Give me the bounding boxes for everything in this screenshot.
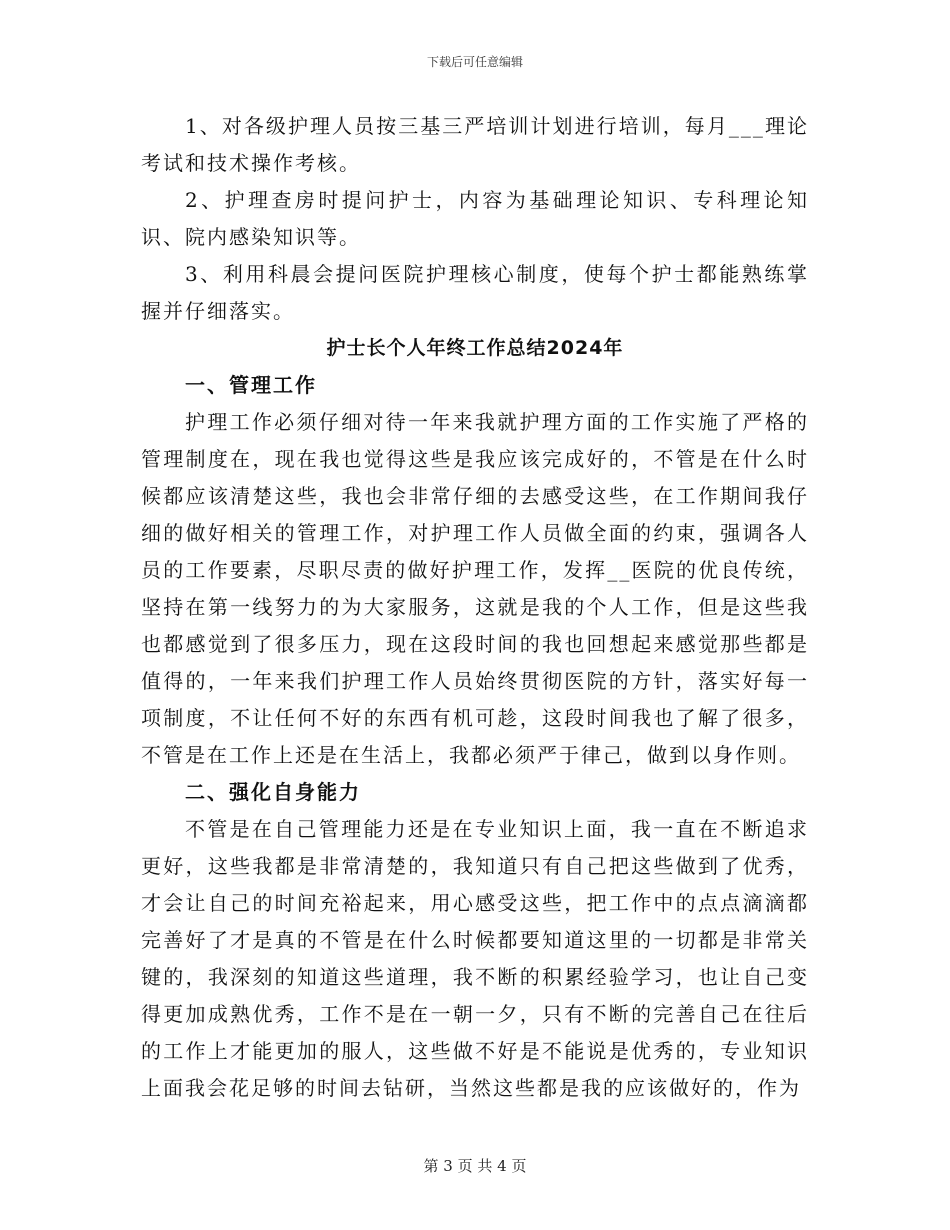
- section-heading-self-improvement: 二、强化自身能力: [185, 780, 361, 804]
- page-number: 第 3 页 共 4 页: [423, 1157, 527, 1175]
- list-item: 2、护理查房时提问护士，内容为基础理论知识、专科理论知识、院内感染知识等。: [141, 188, 809, 249]
- section-paragraph-management: 护理工作必须仔细对待一年来我就护理方面的工作实施了严格的管理制度在，现在我也觉得这些是我应该完成好的，不管是在什么时候都应该清楚这些，我也会非常仔细的去感受这些，在工作期间我仔细的做好相关的管理工作，对护理工作人员做全面的约束，强调各人员的工作要素，尽职尽责的做好护理工作，发挥__医院的优良传统，坚持在第一线努力的为大家服务，这就是我的个人工作，但是这些我也都感觉到了很多压力，现在这段时间的我也回想起来感觉那些都是值得的，一年来我们护理工作人员始终贯彻医院的方针，落实好每一项制度，不让任何不好的东西有机可趁，这段时间我也了解了很多，不管是在工作上还是在生活上，我都必须严于律己，做到以身作则。: [141, 410, 809, 767]
- list-item: 3、利用科晨会提问医院护理核心制度，使每个护士都能熟练掌握并仔细落实。: [141, 262, 809, 323]
- list-item: 1、对各级护理人员按三基三严培训计划进行培训，每月___理论考试和技术操作考核。: [141, 114, 809, 175]
- document-title: 护士长个人年终工作总结2024年: [326, 337, 624, 359]
- page-header: 下载后可任意编辑: [426, 55, 523, 69]
- section-paragraph-self-improvement: 不管是在自己管理能力还是在专业知识上面，我一直在不断追求更好，这些我都是非常清楚的，我知道只有自己把这些做到了优秀，才会让自己的时间充裕起来，用心感受这些，把工作中的点点滴滴都完善好了才是真的不管是在什么时候都要知道这里的一切都是非常关键的，我深刻的知道这些道理，我不断的积累经验学习，也让自己变得更加成熟优秀，工作不是在一朝一夕，只有不断的完善自己在往后的工作上才能更加的服人，这些做不好是不能说是优秀的，专业知识上面我会花足够的时间去钻研，当然这些都是我的应该做好的，作为: [141, 817, 809, 1100]
- section-heading-management: 一、管理工作: [185, 373, 317, 397]
- document-body: [141, 108, 809, 1107]
